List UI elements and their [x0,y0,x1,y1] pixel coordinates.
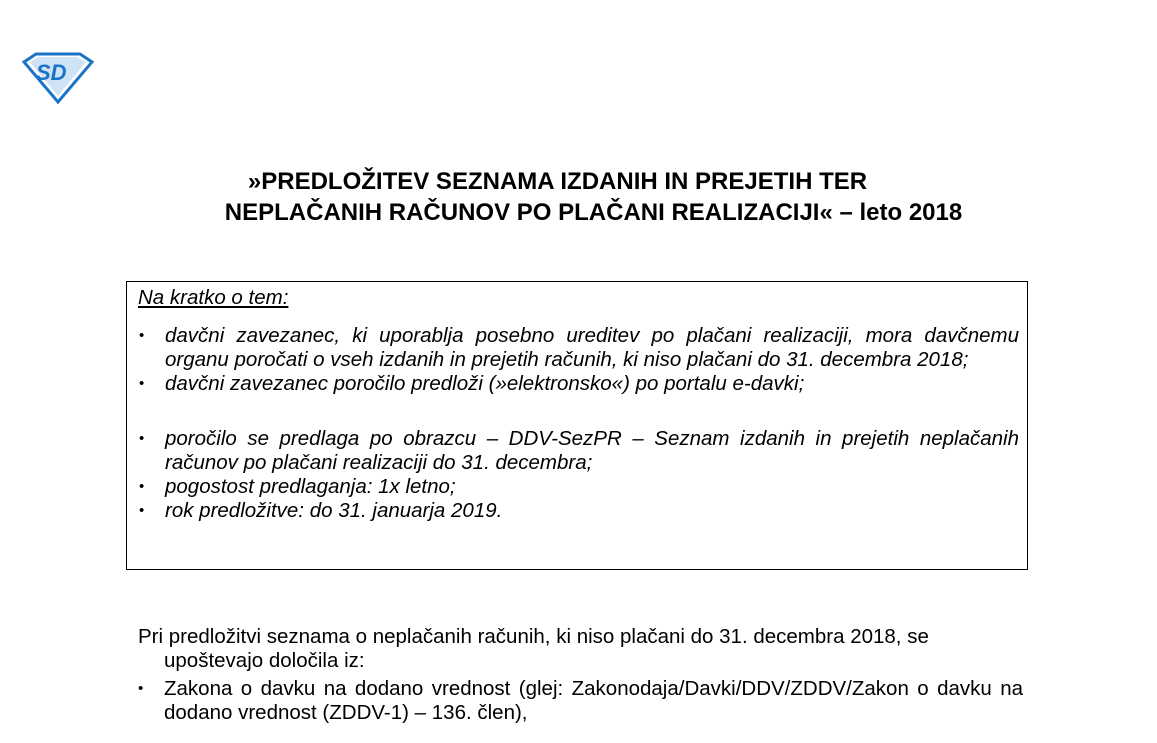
bullet-icon: • [139,478,145,495]
summary-list-item [127,499,1027,523]
bullet-icon: • [139,502,145,519]
body-list-item [138,677,1023,725]
summary-item-text: poročilo se predlaga po obrazcu – DDV-SezPR – Seznam izdanih in prejetih neplačanih računov po plačani realizaciji do 31. decembra; [165,427,1019,474]
summary-list-item [127,372,1027,396]
company-shield-logo-icon [20,50,96,104]
body-section [138,625,1023,725]
bullet-icon: • [139,375,145,392]
summary-list [127,324,1027,523]
summary-item-text: pogostost predlaganja: 1x letno; [165,475,456,498]
body-intro-paragraph: Pri predložitvi seznama o neplačanih računih, ki niso plačani do 31. decembra 2018, se upoštevajo določila iz: [138,625,929,672]
summary-list-item [127,475,1027,499]
bullet-icon: • [139,430,145,447]
summary-item-text: davčni zavezanec poročilo predloži (»elektronsko«) po portalu e-davki; [165,372,805,395]
page-title [0,166,1157,228]
bullet-icon: • [139,327,145,344]
summary-heading: Na kratko o tem: [138,286,289,309]
summary-item-text: davčni zavezanec, ki uporablja posebno ureditev po plačani realizaciji, mora davčnemu organu poročati o vseh izdanih in prejetih računih, ki niso plačani do 31. decembra 2018; [165,324,1019,371]
page-title-line-1: »PREDLOŽITEV SEZNAMA IZDANIH IN PREJETIH TER [247,168,868,195]
summary-list-item [127,427,1027,475]
summary-item-text: rok predložitve: do 31. januarja 2019. [165,499,503,522]
body-item-text: Zakona o davku na dodano vrednost (glej: Zakonodaja/Davki/DDV/ZDDV/Zakon o davku na dodano vrednost (ZDDV-1) – 136. člen), [164,677,1023,724]
bullet-icon: • [138,680,144,697]
page-title-line-2: NEPLAČANIH RAČUNOV PO PLAČANI REALIZACIJI« – leto 2018 [224,199,963,226]
logo-text: SD [36,60,67,85]
body-list [138,677,1023,725]
summary-box [126,281,1028,570]
summary-list-item [127,324,1027,372]
